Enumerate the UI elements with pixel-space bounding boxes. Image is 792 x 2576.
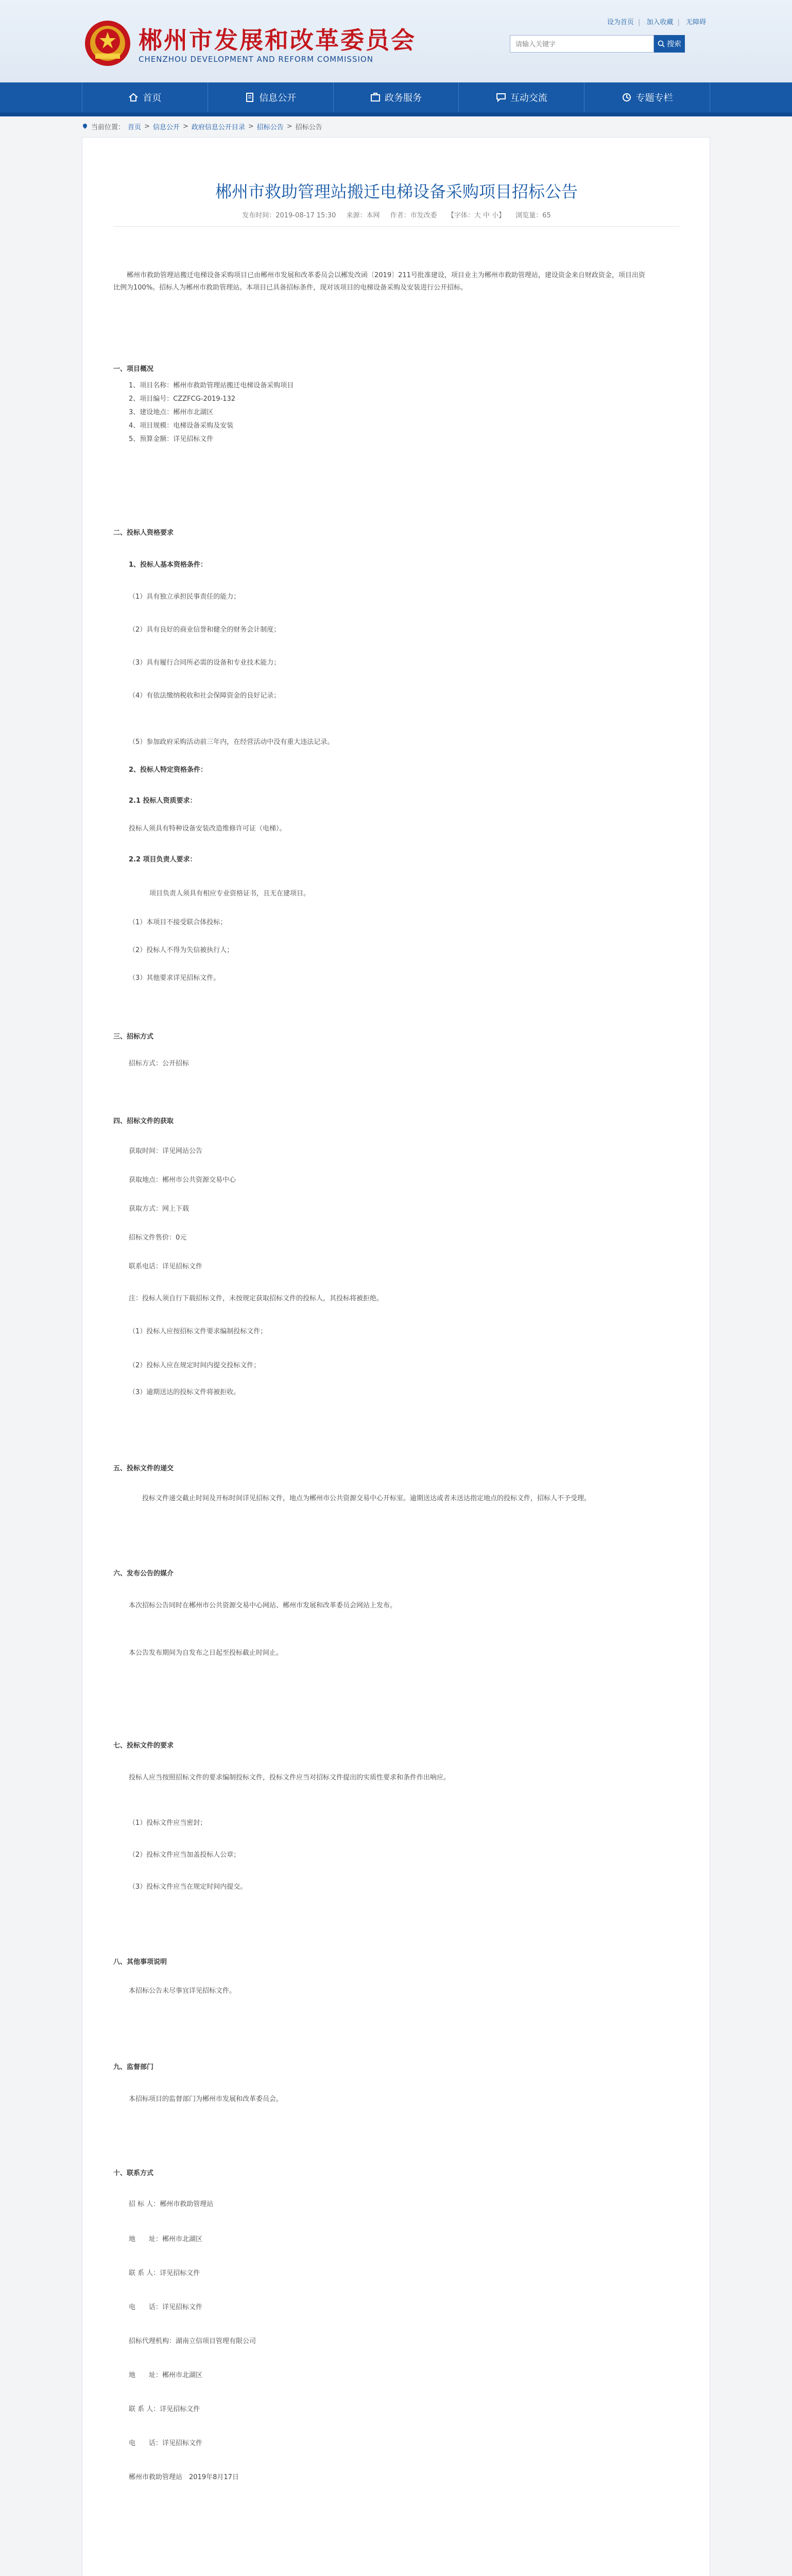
section-2-title: 二、投标人资格要求 — [113, 529, 174, 537]
contact-line: 电 话：详见招标文件 — [129, 2439, 203, 2447]
paragraph: （1）投标人应按招标文件要求编制投标文件； — [129, 1328, 267, 1335]
contact-line: 联 系 人：详见招标文件 — [129, 2269, 200, 2277]
column-icon — [622, 92, 632, 103]
paragraph: 获取地点：郴州市公共资源交易中心 — [129, 1176, 236, 1184]
nav-item-label: 互动交流 — [510, 93, 547, 104]
paragraph: 本招标项目的监督部门为郴州市发展和改革委员会。 — [129, 2095, 283, 2103]
section-4-title: 四、招标文件的获取 — [113, 1117, 174, 1125]
paragraph: （1）本项目不接受联合体投标； — [129, 919, 227, 926]
paragraph: （2）具有良好的商业信誉和健全的财务会计制度； — [129, 626, 281, 634]
contact-line: 招 标 人：郴州市救助管理站 — [129, 2200, 214, 2208]
list-item: 5、预算金额：详见招标文件 — [129, 435, 214, 443]
site-subtitle: CHENZHOU DEVELOPMENT AND REFORM COMMISSION — [139, 55, 373, 64]
paragraph: 获取方式：网上下载 — [129, 1205, 190, 1213]
paragraph: 获取时间：详见网站公告 — [129, 1147, 203, 1155]
paragraph: （2）投标人不得为失信被执行人； — [129, 946, 234, 954]
nav-item-label: 专题专栏 — [635, 93, 673, 104]
breadcrumb-home[interactable]: 首页 — [128, 123, 142, 131]
nav-item-label: 首页 — [143, 93, 162, 104]
title-divider — [113, 226, 680, 227]
section-9-title: 九、监督部门 — [113, 2063, 154, 2071]
service-icon — [370, 92, 381, 103]
paragraph: （1）投标文件应当密封； — [129, 1819, 207, 1827]
section-2-sub1: 1、投标人基本资格条件： — [129, 561, 208, 569]
paragraph: 投标人须具有特种设备安装改造维修许可证（电梯）。 — [129, 825, 286, 833]
paragraph: （3）逾期送达的投标文件将被拒收。 — [129, 1388, 240, 1396]
nav-item-service[interactable] — [334, 82, 459, 112]
chat-icon — [496, 92, 506, 103]
breadcrumb-tender[interactable]: 招标公告 — [256, 123, 284, 131]
section-5-title: 五、投标文件的递交 — [113, 1465, 174, 1472]
article-intro: 郴州市救助管理站搬迁电梯设备采购项目已由郴州市发展和改革委员会以郴发改函〔2019〕211号批准建设，项目业主为郴州市救助管理站，建设资金来自财政资金，项目出资比例为100%。招标人为郴州市救助管理站。本项目已具备招标条件，现对该项目的电梯设备采购及安装进行公开招标。 — [113, 272, 645, 292]
paragraph: （3）投标文件应当在规定时间内提交。 — [129, 1883, 247, 1891]
home-icon — [128, 92, 139, 103]
contact-line: 招标代理机构：湖南立信项目管理有限公司 — [129, 2337, 256, 2345]
closing-line: 郴州市救助管理站 2019年8月17日 — [129, 2473, 239, 2481]
breadcrumb-label: 当前位置： — [91, 123, 125, 131]
top-link-homepage[interactable]: 设为首页 — [607, 19, 634, 26]
top-links: 设为首页 | 加入收藏 | 无障碍 — [607, 19, 706, 26]
paragraph: 本招标公告未尽事宜详见招标文件。 — [129, 1987, 236, 1995]
national-emblem-icon — [84, 20, 131, 67]
paragraph: 招标方式：公开招标 — [129, 1060, 190, 1067]
paragraph: 本次招标公告同时在郴州市公共资源交易中心网站、郴州市发展和改革委员会网站上发布。 — [129, 1602, 397, 1609]
article-title: 郴州市救助管理站搬迁电梯设备采购项目招标公告 — [215, 182, 578, 201]
contact-line: 电 话：详见招标文件 — [129, 2303, 203, 2311]
meta-views: 浏览量：65 — [515, 212, 551, 219]
list-item: 2、项目编号：CZZFCG-2019-132 — [129, 395, 236, 403]
nav-item-info[interactable] — [208, 82, 334, 112]
breadcrumb-catalog[interactable]: 政府信息公开目录 — [191, 123, 245, 131]
article-panel — [82, 137, 710, 2576]
contact-line: 联 系 人：详见招标文件 — [129, 2405, 200, 2413]
contact-line: 地 址：郴州市北湖区 — [129, 2371, 203, 2379]
section-2-sub2b: 2.2 项目负责人要求： — [129, 856, 197, 863]
nav-item-home[interactable] — [82, 82, 208, 112]
nav-underline — [0, 112, 792, 116]
section-6-title: 六、发布公告的媒介 — [113, 1570, 174, 1578]
section-3-title: 三、招标方式 — [113, 1033, 154, 1041]
paragraph: 联系电话：详见招标文件 — [129, 1263, 203, 1270]
nav-item-label: 政务服务 — [384, 93, 422, 104]
nav-item-column[interactable] — [584, 82, 710, 112]
article-meta — [82, 210, 711, 219]
search-icon — [658, 40, 665, 47]
nav-item-label: 信息公开 — [259, 93, 297, 104]
top-link-favorite[interactable]: 加入收藏 — [646, 19, 674, 26]
meta-publish-time: 发布时间：2019-08-17 15:30 — [242, 212, 336, 219]
breadcrumb-info[interactable]: 信息公开 — [152, 123, 180, 131]
section-7-title: 七、投标文件的要求 — [113, 1742, 174, 1750]
main-nav-items — [82, 82, 710, 112]
paragraph: 投标人应当按照招标文件的要求编制投标文件，投标文件应当对招标文件提出的实质性要求和条件作出响应。 — [129, 1774, 451, 1782]
search-input[interactable] — [510, 35, 654, 53]
search-button[interactable] — [654, 35, 685, 53]
paragraph: 项目负责人须具有相应专业资格证书，且无在建项目。 — [149, 890, 311, 897]
main-nav — [0, 82, 792, 112]
document-icon — [245, 92, 255, 103]
paragraph: （2）投标文件应当加盖投标人公章； — [129, 1851, 240, 1859]
breadcrumb-current: 招标公告 — [295, 123, 322, 131]
site-title: 郴州市发展和改革委员会 — [139, 26, 416, 54]
paragraph: 招标文件售价：0元 — [129, 1234, 187, 1242]
paragraph: （1）具有独立承担民事责任的能力； — [129, 593, 240, 601]
paragraph: （2）投标人应在规定时间内提交投标文件； — [129, 1362, 261, 1369]
section-2-sub2a: 2.1 投标人资质要求： — [129, 797, 197, 805]
breadcrumb: 当前位置： 首页 > 信息公开 > 政府信息公开目录 > 招标公告 > 招标公告 — [82, 118, 710, 134]
section-1-title: 一、项目概况 — [113, 365, 154, 373]
paragraph: （3）其他要求详见招标文件。 — [129, 974, 220, 982]
site-header — [0, 0, 792, 82]
search-button-label: 搜索 — [667, 40, 681, 48]
notice-text: 注：投标人须自行下载招标文件，未按规定获取招标文件的投标人，其投标将被拒绝。 — [129, 1295, 384, 1302]
section-2-sub2: 2、投标人特定资格条件： — [129, 766, 208, 774]
section-8-title: 八、其他事项说明 — [113, 1958, 167, 1966]
paragraph: 投标文件递交截止时间及开标时间详见招标文件，地点为郴州市公共资源交易中心开标室。逾期送达或者未送达指定地点的投标文件，招标人不予受理。 — [142, 1495, 591, 1502]
list-item: 4、项目规模：电梯设备采购及安装 — [129, 422, 234, 430]
meta-author: 作者：市发改委 — [390, 212, 437, 219]
paragraph: （3）具有履行合同所必需的设备和专业技术能力； — [129, 659, 281, 667]
location-icon — [82, 123, 88, 129]
list-item: 3、建设地点：郴州市北湖区 — [129, 409, 214, 416]
meta-source: 来源：本网 — [346, 212, 380, 219]
paragraph: 本公告发布期间为自发布之日起至投标截止时间止。 — [129, 1649, 283, 1657]
top-link-accessibility[interactable]: 无障碍 — [685, 19, 706, 26]
contact-line: 地 址：郴州市北湖区 — [129, 2235, 203, 2243]
paragraph: （4）有依法缴纳税收和社会保障资金的良好记录； — [129, 692, 281, 700]
paragraph: （5）参加政府采购活动前三年内，在经营活动中没有重大违法记录。 — [129, 738, 334, 746]
list-item: 1、项目名称：郴州市救助管理站搬迁电梯设备采购项目 — [129, 382, 294, 389]
section-10-title: 十、联系方式 — [113, 2170, 154, 2177]
nav-item-interaction[interactable] — [459, 82, 584, 112]
meta-font-size[interactable]: 【字体：大 中 小】 — [447, 212, 506, 219]
header-inner — [82, 14, 710, 76]
